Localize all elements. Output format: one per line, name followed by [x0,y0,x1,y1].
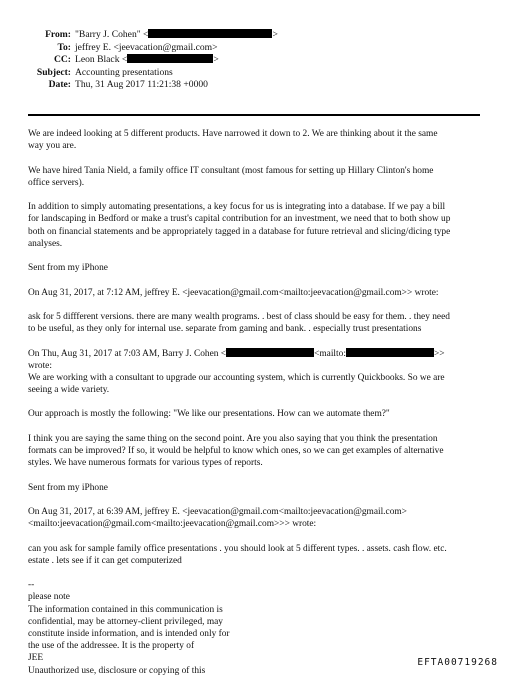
redaction-box [127,54,213,63]
quoted-message: On Thu, Aug 31, 2017 at 7:03 AM, Barry J. Cohen < <mailto: >> wrote: We are working with a consultant to upgrade our accounting system, which is currently Quickbooks. So we are seeing a wide variety. [28,348,445,396]
paragraph: We have hired Tania Nield, a family office IT consultant (most famous for setting up Hillary Clinton's home office servers). [28,165,434,188]
paragraph: I think you are saying the same thing on the second point. Are you also saying that you think the presentation formats can be improved? If so, it would be helpful to know which ones, so we can get examples of alternative styles. We have numerous formats for various types of reports. [28,433,444,469]
redaction-box [346,348,434,357]
to-row [0,42,512,55]
subject-value: Accounting presentations [75,66,173,78]
header-divider [28,114,480,116]
cc-value: Leon Black < > [75,54,219,66]
paragraph: Our approach is mostly the following: "We like our presentations. How can we automate them?" [28,409,390,420]
sent-from-line: Sent from my iPhone [28,482,108,493]
redaction-box [148,29,272,38]
from-row [0,29,512,42]
sent-from-line: Sent from my iPhone [28,263,108,274]
to-value: jeffrey E. <jeevacation@gmail.com> [75,41,218,53]
paragraph: In addition to simply automating presentations, a key focus for us is integrating into a database. If we pay a bill for landscaping in Bedford or make a trust's capital contribution for an investment, we need that to both show up both on financial statements and be appropriately tagged in a database for future retrieval and slicing/dicing type analyses. [28,202,451,249]
date-value: Thu, 31 Aug 2017 11:21:38 +0000 [75,79,208,91]
from-label: From: [45,29,71,40]
signature-block: -- please note The information contained in this communication is confidential, may be attorney-client privileged, may constitute inside information, and is intended only for the use of the addressee. It is the property of JEE Unauthorized use, disclosure or copying of this [28,580,230,676]
date-label: Date: [48,79,71,91]
redaction-box [226,348,314,357]
cc-row [0,54,512,67]
subject-row [0,67,512,80]
email-header [0,29,512,92]
date-row [0,79,512,92]
paragraph: We are indeed looking at 5 different products. Have narrowed it down to 2. We are thinking about it the same way you are. [28,129,438,152]
email-body [28,128,484,677]
quote-attribution: On Aug 31, 2017, at 7:12 AM, jeffrey E. <jeevacation@gmail.com<mailto:jeevacation@gmail.com>> wrote: [28,287,439,298]
quoted-message: ask for 5 diffferent versions. there are many wealth programs. . best of class should be easy for them. . they need to be useful, as they only for internal use. separate from gaming and bank. . especially trust presentations [28,311,450,335]
cc-label: CC: [53,54,71,66]
to-label: To: [57,41,71,53]
subject-label: Subject: [36,66,71,78]
quoted-message: can you ask for sample family office presentations . you should look at 5 different types. . assets. cash flow. etc. estate . lets see if it can get computerized [28,543,447,566]
from-value: "Barry J. Cohen" < > [75,29,278,40]
quote-attribution: On Aug 31, 2017, at 6:39 AM, jeffrey E. <jeevacation@gmail.com<mailto:jeevacation@gmail.com> <mailto:jeevacation@gmail.com<mailto:jeevacation@gmail.com>>> wrote: [28,506,407,530]
document-id-stamp: EFTA00719268 [417,657,498,668]
